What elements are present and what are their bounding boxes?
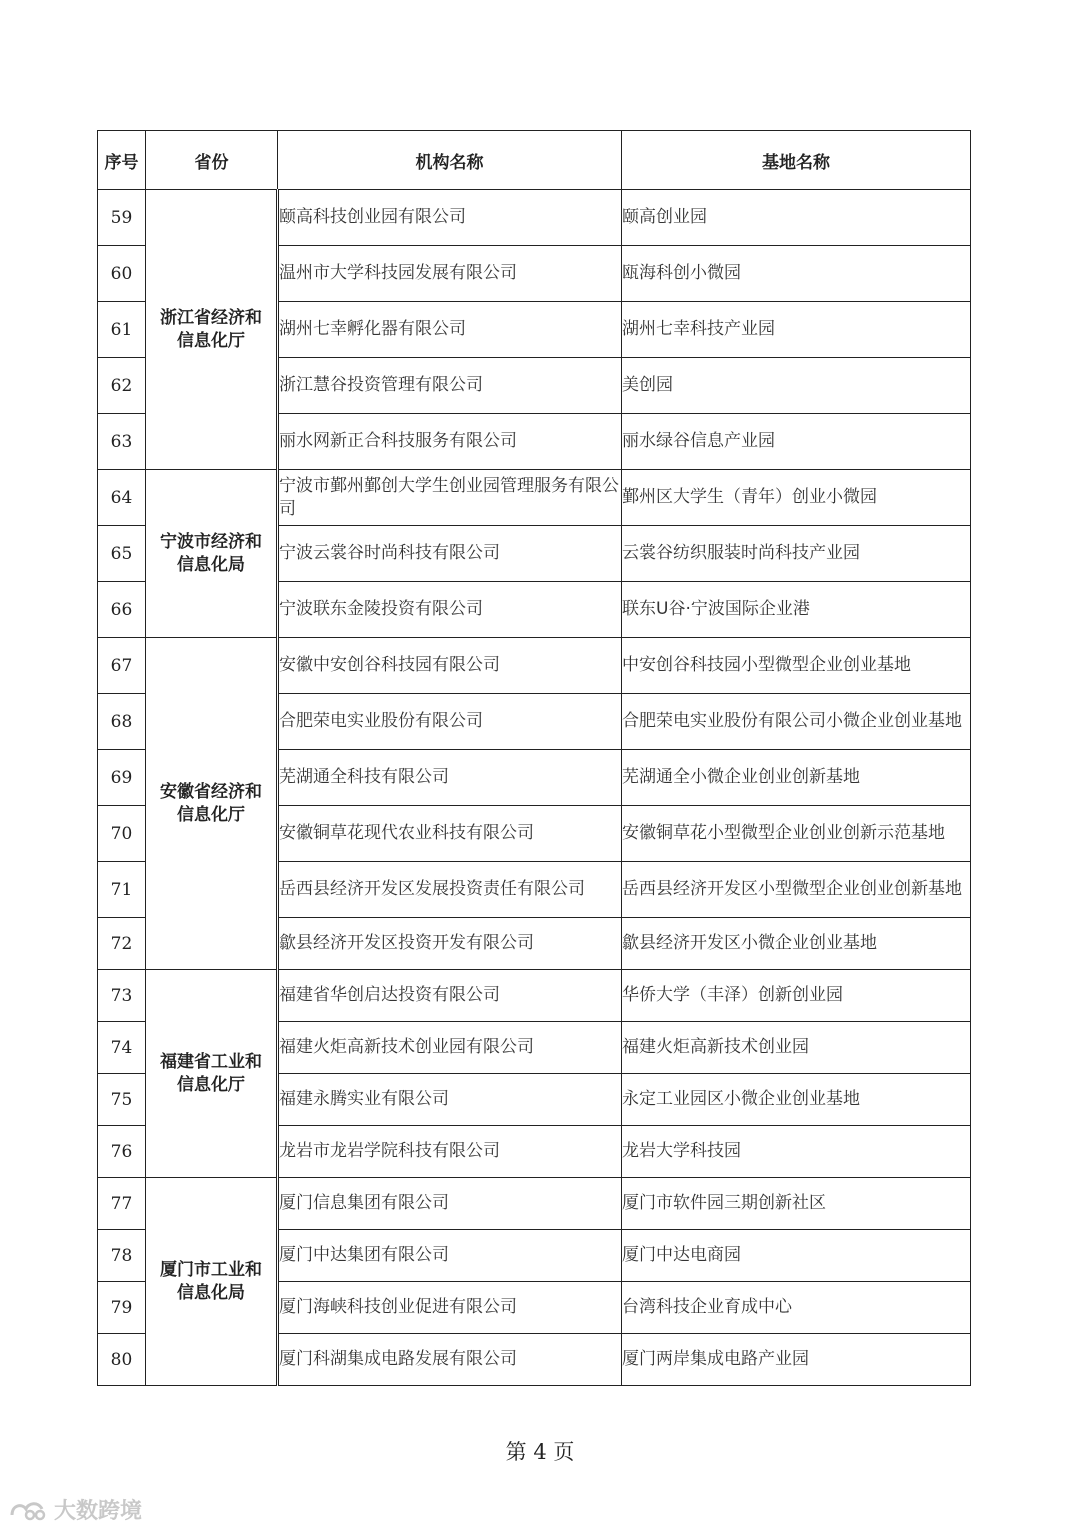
org-name-cell: 厦门信息集团有限公司 [278,1178,622,1230]
org-name-cell: 芜湖通全科技有限公司 [278,750,622,806]
org-name-cell: 福建省华创启达投资有限公司 [278,970,622,1022]
row-seq: 77 [98,1178,146,1230]
org-name-cell: 丽水网新正合科技服务有限公司 [278,414,622,470]
org-name-cell: 厦门科湖集成电路发展有限公司 [278,1334,622,1386]
base-name-cell: 云裳谷纺织服装时尚科技产业园 [622,526,971,582]
row-seq: 63 [98,414,146,470]
row-seq: 71 [98,862,146,918]
province-line-1: 浙江省经济和 [160,307,262,328]
province-line-1: 厦门市工业和 [160,1259,262,1280]
province-line-2: 信息化局 [177,554,245,575]
base-name-cell: 联东U谷·宁波国际企业港 [622,582,971,638]
base-name-cell: 美创园 [622,358,971,414]
province-line-1: 福建省工业和 [160,1051,262,1072]
row-seq: 74 [98,1022,146,1074]
base-name-cell: 台湾科技企业育成中心 [622,1282,971,1334]
org-name-cell: 厦门海峡科技创业促进有限公司 [278,1282,622,1334]
org-name-cell: 宁波云裳谷时尚科技有限公司 [278,526,622,582]
row-seq: 61 [98,302,146,358]
base-name-cell: 永定工业园区小微企业创业基地 [622,1074,971,1126]
base-name-cell: 芜湖通全小微企业创业创新基地 [622,750,971,806]
row-seq: 66 [98,582,146,638]
org-name-cell: 合肥荣电实业股份有限公司 [278,694,622,750]
org-name-cell: 福建火炬高新技术创业园有限公司 [278,1022,622,1074]
header-province: 省份 [146,131,278,190]
header-org: 机构名称 [278,131,622,190]
row-seq: 68 [98,694,146,750]
province-line-2: 信息化局 [177,1282,245,1303]
org-name-cell: 福建永腾实业有限公司 [278,1074,622,1126]
watermark-text: 大数跨境 [54,1499,143,1524]
province-cell [146,470,278,638]
base-name-cell: 中安创谷科技园小型微型企业创业基地 [622,638,971,694]
province-line-2: 信息化厅 [177,1074,245,1095]
org-name-cell: 浙江慧谷投资管理有限公司 [278,358,622,414]
row-seq: 62 [98,358,146,414]
org-name-cell: 湖州七幸孵化器有限公司 [278,302,622,358]
base-name-cell: 颐高创业园 [622,190,971,246]
row-seq: 59 [98,190,146,246]
base-name-cell: 龙岩大学科技园 [622,1126,971,1178]
org-name-cell: 颐高科技创业园有限公司 [278,190,622,246]
table-row [98,638,971,694]
row-seq: 69 [98,750,146,806]
base-name-cell: 安徽铜草花小型微型企业创业创新示范基地 [622,806,971,862]
row-seq: 65 [98,526,146,582]
base-name-cell: 华侨大学（丰泽）创新创业园 [622,970,971,1022]
base-name-cell: 厦门市软件园三期创新社区 [622,1178,971,1230]
table-row [98,970,971,1022]
province-cell [146,638,278,970]
row-seq: 76 [98,1126,146,1178]
province-cell [146,1178,278,1386]
row-seq: 75 [98,1074,146,1126]
table-row [98,470,971,526]
table-row [98,1178,971,1230]
org-name-cell: 温州市大学科技园发展有限公司 [278,246,622,302]
base-name-cell: 合肥荣电实业股份有限公司小微企业创业基地 [622,694,971,750]
province-line-1: 安徽省经济和 [160,781,262,802]
watermark-logo-icon [8,1497,48,1523]
base-name-cell: 岳西县经济开发区小型微型企业创业创新基地 [622,862,971,918]
header-seq: 序号 [98,131,146,190]
base-name-cell: 福建火炬高新技术创业园 [622,1022,971,1074]
row-seq: 64 [98,470,146,526]
watermark [8,1494,142,1525]
org-name-cell: 歙县经济开发区投资开发有限公司 [278,918,622,970]
table-header-row [98,131,971,190]
row-seq: 79 [98,1282,146,1334]
province-cell [146,190,278,470]
org-name-cell: 宁波联东金陵投资有限公司 [278,582,622,638]
base-name-cell: 湖州七幸科技产业园 [622,302,971,358]
row-seq: 78 [98,1230,146,1282]
row-seq: 67 [98,638,146,694]
base-name-cell: 厦门中达电商园 [622,1230,971,1282]
base-name-cell: 瓯海科创小微园 [622,246,971,302]
province-line-2: 信息化厅 [177,804,245,825]
org-name-cell: 宁波市鄞州鄞创大学生创业园管理服务有限公司 [278,470,622,526]
table-body [98,190,971,1386]
province-line-1: 宁波市经济和 [160,531,262,552]
base-name-cell: 歙县经济开发区小微企业创业基地 [622,918,971,970]
page-number: 第 4 页 [505,1440,575,1464]
institution-table [97,130,971,1386]
row-seq: 60 [98,246,146,302]
org-name-cell: 安徽中安创谷科技园有限公司 [278,638,622,694]
row-seq: 73 [98,970,146,1022]
org-name-cell: 厦门中达集团有限公司 [278,1230,622,1282]
row-seq: 72 [98,918,146,970]
row-seq: 70 [98,806,146,862]
header-base: 基地名称 [622,131,971,190]
province-line-2: 信息化厅 [177,330,245,351]
org-name-cell: 安徽铜草花现代农业科技有限公司 [278,806,622,862]
table-row [98,190,971,246]
base-name-cell: 丽水绿谷信息产业园 [622,414,971,470]
org-name-cell: 龙岩市龙岩学院科技有限公司 [278,1126,622,1178]
base-name-cell: 厦门两岸集成电路产业园 [622,1334,971,1386]
org-name-cell: 岳西县经济开发区发展投资责任有限公司 [278,862,622,918]
province-cell [146,970,278,1178]
row-seq: 80 [98,1334,146,1386]
base-name-cell: 鄞州区大学生（青年）创业小微园 [622,470,971,526]
